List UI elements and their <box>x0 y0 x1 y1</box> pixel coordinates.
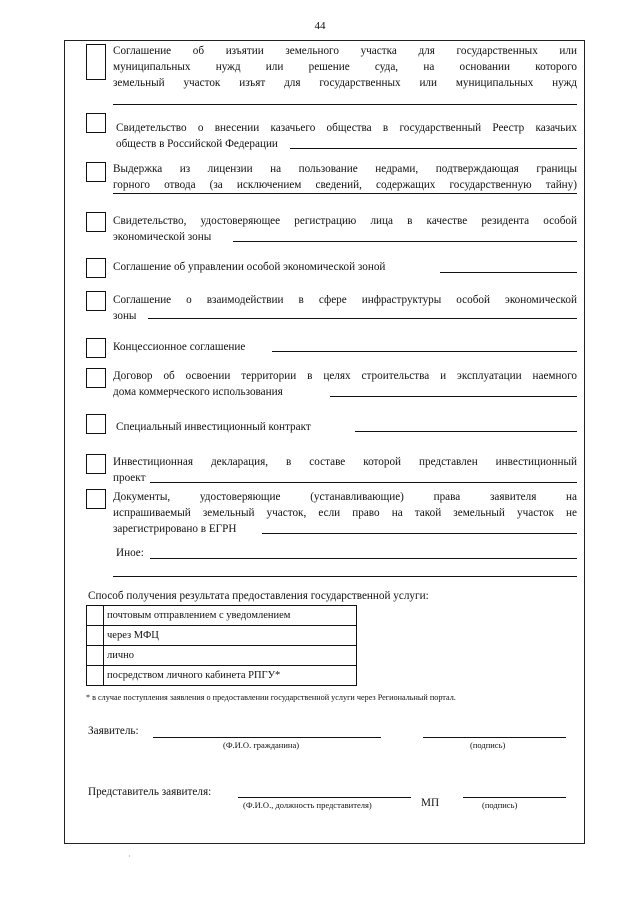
sez-infrastructure-agreement-text: Соглашение о взаимодействии в сфере инфраструктуры особой экономической зоны <box>113 294 577 322</box>
checkbox-sez-management-agreement[interactable] <box>86 258 106 278</box>
subsoil-license-extract-text: Выдержка из лицензии на пользование недрами, подтверждающая границы горного отвода (за исключением сведений, содержащих государственную тайну) <box>113 163 577 191</box>
delivery-option-mfc[interactable] <box>87 626 357 646</box>
checkbox-land-rights-documents[interactable] <box>86 489 106 509</box>
sez-infrastructure-agreement-line[interactable] <box>148 318 577 319</box>
checkbox-concession-agreement[interactable] <box>86 338 106 358</box>
applicant-label: Заявитель: <box>88 725 139 737</box>
footnote: * в случае поступления заявления о предоставлении государственной услуги через Региональный портал. <box>86 693 456 702</box>
delivery-option-mfc-label: через МФЦ <box>104 626 357 646</box>
delivery-option-portal-label: посредством личного кабинета РПГУ* <box>104 666 357 686</box>
delivery-option-in-person-checkbox[interactable] <box>87 646 104 666</box>
representative-name-line[interactable] <box>238 797 411 798</box>
stamp-label: МП <box>421 797 440 809</box>
applicant-name-caption: (Ф.И.О. гражданина) <box>223 740 300 750</box>
land-seizure-agreement-text: Соглашение об изъятии земельного участка для государственных или муниципальных нужд или решение суда, на основании которого земельный участок изъят для государственных или муниципальных нужд <box>113 45 577 89</box>
checkbox-investment-declaration[interactable] <box>86 454 106 474</box>
concession-agreement-line[interactable] <box>272 351 577 352</box>
applicant-signature-line[interactable] <box>423 737 566 738</box>
page-number: 44 <box>314 20 326 32</box>
territory-development-contract-text: Договор об освоении территории в целях строительства и эксплуатации наемного дома коммерческого использования <box>113 370 577 398</box>
delivery-option-post-checkbox[interactable] <box>87 606 104 626</box>
representative-signature-caption: (подпись) <box>482 800 518 810</box>
other-label: Иное: <box>116 547 144 559</box>
checkbox-land-seizure-agreement[interactable] <box>86 44 106 80</box>
sez-management-agreement-text: Соглашение об управлении особой экономической зоной <box>113 261 386 273</box>
delivery-option-post[interactable] <box>87 606 357 626</box>
land-rights-documents-text: Документы, удостоверяющие (устанавливающие) права заявителя на испрашиваемый земельный участок, если право на такой земельный участок не зарегистрировано в ЕГРН <box>113 491 577 535</box>
checkbox-subsoil-license-extract[interactable] <box>86 162 106 182</box>
checkbox-territory-development-contract[interactable] <box>86 368 106 388</box>
scan-artifact-dot: · <box>128 852 131 861</box>
checkbox-cossack-society-certificate[interactable] <box>86 113 106 133</box>
special-investment-contract-line[interactable] <box>355 431 577 432</box>
delivery-option-portal-checkbox[interactable] <box>87 666 104 686</box>
sez-management-agreement-line[interactable] <box>440 272 577 273</box>
checkbox-sez-infrastructure-agreement[interactable] <box>86 291 106 311</box>
investment-declaration-text: Инвестиционная декларация, в составе которой представлен инвестиционный проект <box>113 456 577 484</box>
land-rights-documents-line[interactable] <box>262 533 577 534</box>
checkbox-sez-resident-certificate[interactable] <box>86 212 106 232</box>
representative-name-caption: (Ф.И.О., должность представителя) <box>243 800 372 810</box>
applicant-name-line[interactable] <box>153 737 381 738</box>
delivery-option-in-person-label: лично <box>104 646 357 666</box>
delivery-method-title: Способ получения результата предоставления государственной услуги: <box>88 590 429 602</box>
checkbox-special-investment-contract[interactable] <box>86 414 106 434</box>
cossack-society-certificate-line[interactable] <box>290 148 577 149</box>
sez-resident-certificate-text: Свидетельство, удостоверяющее регистрацию лица в качестве резидента особой экономической зоны <box>113 215 577 243</box>
concession-agreement-text: Концессионное соглашение <box>113 341 246 353</box>
other-input-line-2[interactable] <box>113 576 577 577</box>
special-investment-contract-text: Специальный инвестиционный контракт <box>116 421 311 433</box>
other-input-line[interactable] <box>150 558 577 559</box>
applicant-signature-caption: (подпись) <box>470 740 506 750</box>
delivery-options-table <box>86 605 357 686</box>
delivery-option-mfc-checkbox[interactable] <box>87 626 104 646</box>
representative-label: Представитель заявителя: <box>88 786 212 798</box>
delivery-option-portal[interactable] <box>87 666 357 686</box>
representative-signature-line[interactable] <box>463 797 566 798</box>
sez-resident-certificate-line[interactable] <box>233 241 577 242</box>
cossack-society-certificate-text: Свидетельство о внесении казачьего общества в государственный Реестр казачьих обществ в Российской Федерации <box>116 122 577 150</box>
subsoil-license-extract-line[interactable] <box>113 193 577 194</box>
land-seizure-agreement-line[interactable] <box>113 104 577 105</box>
territory-development-contract-line[interactable] <box>330 396 577 397</box>
delivery-option-post-label: почтовым отправлением с уведомлением <box>104 606 357 626</box>
investment-declaration-line[interactable] <box>150 482 577 483</box>
delivery-option-in-person[interactable] <box>87 646 357 666</box>
